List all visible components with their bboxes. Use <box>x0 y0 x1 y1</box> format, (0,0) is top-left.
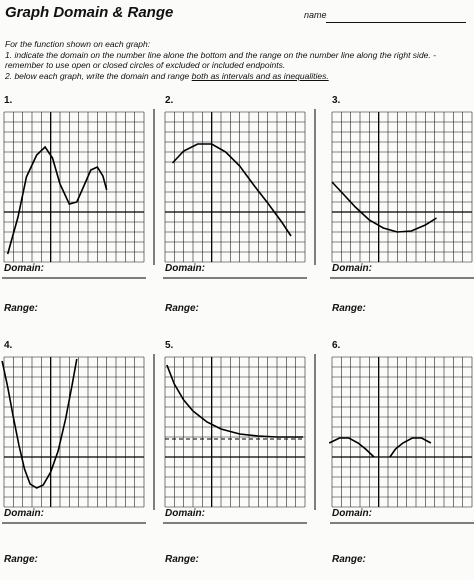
graph-4 <box>2 352 162 527</box>
range-label: Range: <box>332 303 366 314</box>
instruction-step-2-underlined: both as intervals and as inequalities. <box>191 70 329 81</box>
grid-lines <box>332 357 472 507</box>
graph-3 <box>330 107 474 282</box>
problem-4 <box>2 340 152 580</box>
graph-5 <box>163 352 323 527</box>
problem-3 <box>330 95 474 335</box>
instruction-intro: For the function shown on each graph: <box>5 39 151 49</box>
domain-label: Domain: <box>165 263 205 274</box>
grid-lines <box>165 112 305 262</box>
range-label: Range: <box>165 554 199 565</box>
problem-number: 6. <box>332 340 341 351</box>
problem-number: 3. <box>332 95 341 106</box>
worksheet-title: Graph Domain & Range <box>5 4 174 21</box>
function-curve <box>329 438 374 457</box>
problem-number: 4. <box>4 340 13 351</box>
domain-label: Domain: <box>4 508 44 519</box>
range-label: Range: <box>332 554 366 565</box>
range-label: Range: <box>4 303 38 314</box>
range-label: Range: <box>4 554 38 565</box>
function-curve <box>167 365 303 437</box>
problem-number: 1. <box>4 95 13 106</box>
problem-5 <box>163 340 313 580</box>
domain-label: Domain: <box>332 263 372 274</box>
problem-1 <box>2 95 152 335</box>
function-curve <box>332 182 437 232</box>
graph-6 <box>330 352 474 527</box>
domain-label: Domain: <box>165 508 205 519</box>
instruction-step-2-text: 2. below each graph, write the domain and range <box>5 70 190 81</box>
problem-2 <box>163 95 313 335</box>
name-blank <box>326 22 466 23</box>
function-curve-right <box>390 438 431 457</box>
instruction-step-1: 1. indicate the domain on the number line alone the bottom and the range on the number line along the right side. -remember to use open or closed circles of excluded or included endpoints. <box>5 49 436 70</box>
range-label: Range: <box>165 303 199 314</box>
graph-2 <box>163 107 323 282</box>
graph-1 <box>2 107 162 282</box>
domain-label: Domain: <box>4 263 44 274</box>
problem-number: 2. <box>165 95 174 106</box>
grid-lines <box>4 357 144 507</box>
grid-lines <box>332 112 472 262</box>
problem-6 <box>330 340 474 580</box>
instructions <box>5 39 469 81</box>
name-label: name <box>304 10 327 20</box>
problem-number: 5. <box>165 340 174 351</box>
domain-label: Domain: <box>332 508 372 519</box>
instruction-step-2 <box>5 71 469 82</box>
